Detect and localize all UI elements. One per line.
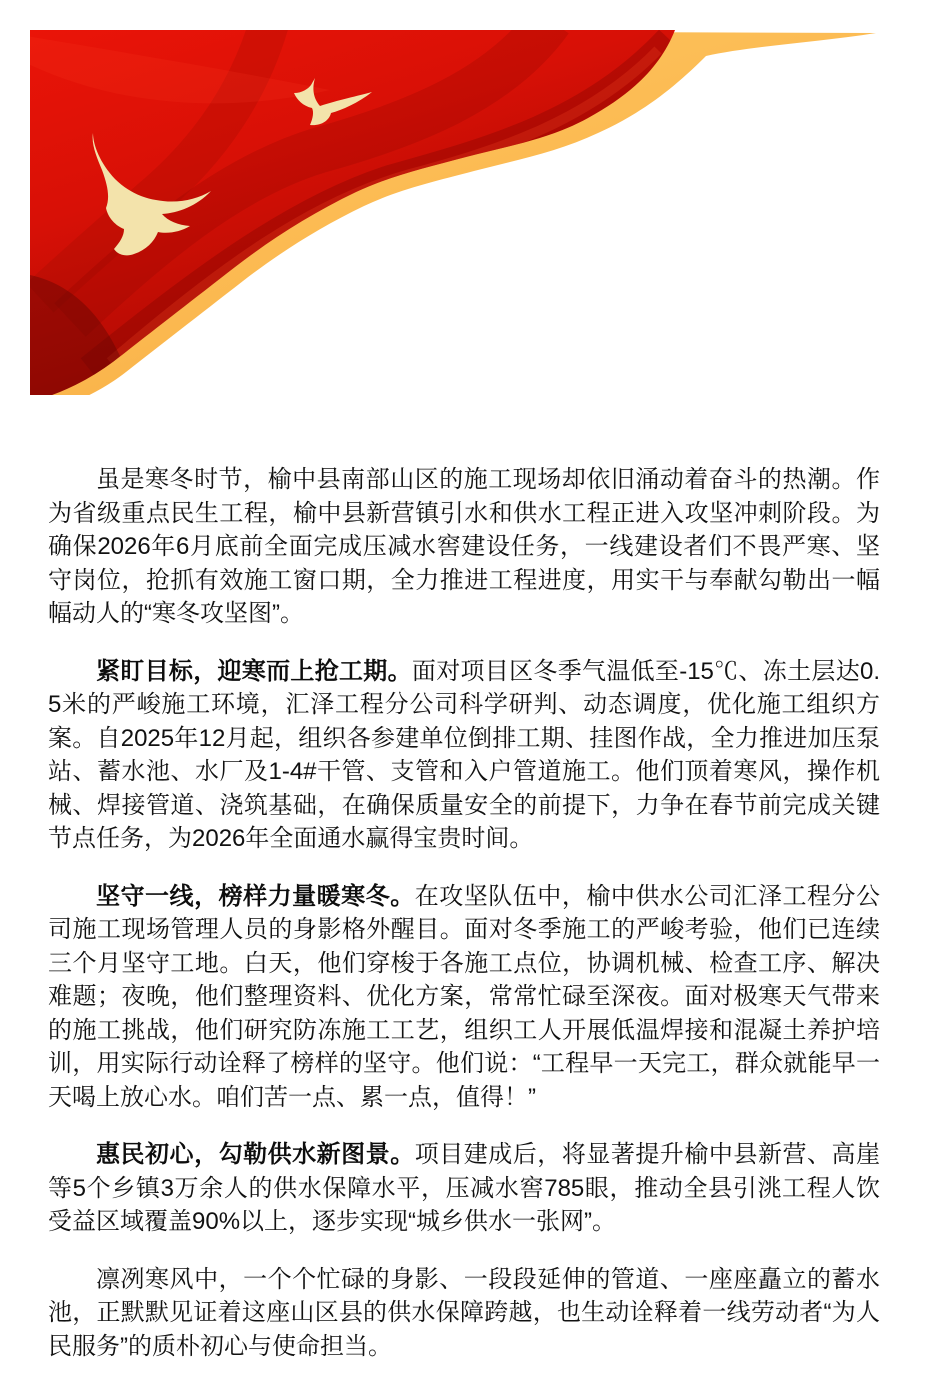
paragraph-benefits: [48, 1138, 880, 1239]
flag-graphic: [30, 30, 876, 395]
red-flag-banner: [30, 30, 876, 395]
paragraph-text: 项目建成后，将显著提升榆中县新营、高崖等5个乡镇3万余人的供水保障水平，压减水窖785眼，推动全县引洮工程人饮受益区域覆盖90%以上，逐步实现“城乡供水一张网”。: [48, 1141, 881, 1235]
paragraph-intro: [48, 463, 880, 631]
paragraph-frontline: [48, 880, 880, 1115]
paragraph-goals: [48, 655, 880, 856]
paragraph-closing: [48, 1263, 880, 1364]
paragraph-text: 凛冽寒风中，一个个忙碌的身影、一段段延伸的管道、一座座矗立的蓄水池，正默默见证着这座山区县的供水保障跨越，也生动诠释着一线劳动者“为人民服务”的质朴初心与使命担当。: [48, 1265, 880, 1360]
paragraph-text: 虽是寒冬时节，榆中县南部山区的施工现场却依旧涌动着奋斗的热潮。作为省级重点民生工程，榆中县新营镇引水和供水工程正进入攻坚冲刺阶段。为确保2026年6月底前全面完成压减水窖建设任务，一线建设者们不畏严寒、坚守岗位，抢抓有效施工窗口期，全力推进工程进度，用实干与奉献勾勒出一幅幅动人的“寒冬攻坚图”。: [48, 466, 880, 627]
paragraph-text: 在攻坚队伍中，榆中供水公司汇泽工程分公司施工现场管理人员的身影格外醒目。面对冬季施工的严峻考验，他们已连续三个月坚守工地。白天，他们穿梭于各施工点位，协调机械、检查工序、解决难题；夜晚，他们整理资料、优化方案，常常忙碌至深夜。面对极寒天气带来的施工挑战，他们研究防冻施工工艺，组织工人开展低温焊接和混凝土养护培训，用实际行动诠释了榜样的坚守。他们说：“工程早一天完工，群众就能早一天喝上放心水。咱们苦一点、累一点，值得！”: [48, 882, 881, 1111]
paragraph-lead: 惠民初心，勾勒供水新图景。: [96, 1141, 415, 1168]
article-body: [48, 463, 880, 1363]
paragraph-lead: 紧盯目标，迎寒而上抢工期。: [96, 657, 412, 685]
paragraph-text: 面对项目区冬季气温低至-15℃、冻土层达0.5米的严峻施工环境，汇泽工程分公司科学研判、动态调度，优化施工组织方案。自2025年12月起，组织各参建单位倒排工期、挂图作战，全力推进加压泵站、蓄水池、水厂及1-4#干管、支管和入户管道施工。他们顶着寒风，操作机械、焊接管道、浇筑基础，在确保质量安全的前提下，力争在春节前完成关键节点任务，为2026年全面通水赢得宝贵时间。: [48, 657, 881, 852]
paragraph-lead: 坚守一线，榜样力量暖寒冬。: [96, 882, 415, 910]
